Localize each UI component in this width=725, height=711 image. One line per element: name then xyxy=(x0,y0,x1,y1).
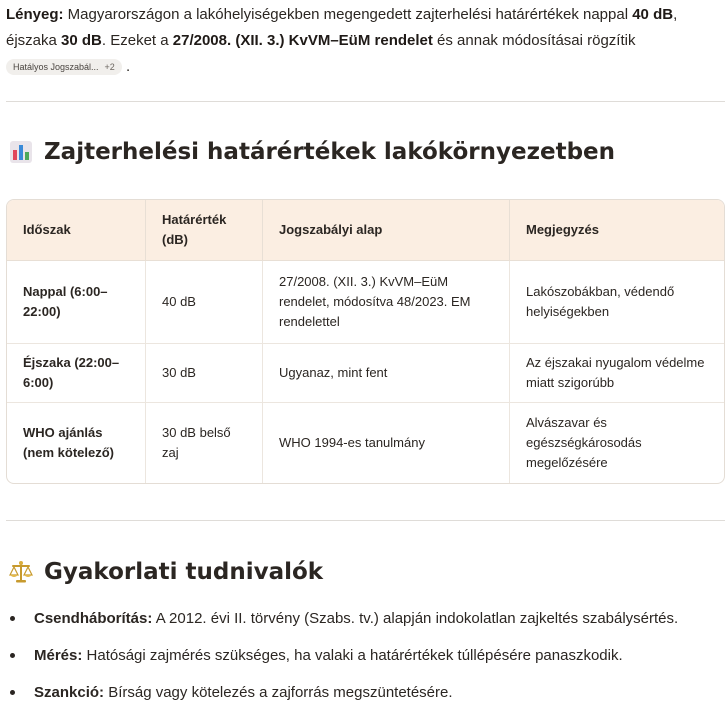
regulation-name: 27/2008. (XII. 3.) KvVM–EüM rendelet xyxy=(172,32,433,49)
tip-label: Mérés: xyxy=(34,647,83,664)
column-header: Jogszabályi alap xyxy=(263,200,510,261)
summary-end: . xyxy=(125,58,131,75)
table-cell: 30 dB xyxy=(146,344,263,403)
night-limit-value: 30 dB xyxy=(61,32,102,49)
section-title: Gyakorlati tudnivalók xyxy=(44,559,324,585)
table-cell: 27/2008. (XII. 3.) KvVM–EüM rendelet, módosítva 48/2023. EM rendelettel xyxy=(263,261,510,344)
source-badge-count: +2 xyxy=(104,62,115,73)
list-item xyxy=(6,674,725,711)
summary-paragraph xyxy=(6,2,722,80)
summary-text: Magyarországon a lakóhelyiségekben megengedett zajterhelési határértékek nappal xyxy=(63,6,633,23)
table-cell: Alvászavar és egészségkárosodás megelőzésére xyxy=(526,415,642,470)
summary-text: . Ezeket a xyxy=(101,32,173,49)
table-header-row xyxy=(7,200,724,261)
source-badge-label: Hatályos Jogszabál... xyxy=(13,62,99,73)
summary-lead: Lényeg: xyxy=(6,6,64,23)
table-cell: 40 dB xyxy=(146,261,263,344)
column-header: Időszak xyxy=(7,200,146,261)
section-heading-tips xyxy=(8,559,323,585)
tip-text: A 2012. évi II. törvény (Szabs. tv.) alapján indokolatlan zajkeltés szabálysértés. xyxy=(152,610,679,627)
divider xyxy=(6,101,725,102)
list-item xyxy=(6,600,725,637)
table-cell: WHO 1994-es tanulmány xyxy=(263,403,510,483)
divider xyxy=(6,520,725,521)
tip-text: Bírság vagy kötelezés a zajforrás megszüntetésére. xyxy=(104,684,453,701)
day-limit-value: 40 dB xyxy=(632,6,674,23)
list-item xyxy=(6,637,725,674)
table-cell: Az éjszakai nyugalom védelme miatt szigorúbb xyxy=(510,344,724,403)
table-cell: Nappal (6:00–22:00) xyxy=(7,261,146,344)
tips-list xyxy=(6,600,725,711)
table-row xyxy=(7,403,724,483)
summary-text: és annak módosításai rögzítik xyxy=(432,32,636,49)
section-title: Zajterhelési határértékek lakókörnyezetben xyxy=(44,139,616,165)
section-heading-limits xyxy=(8,139,615,165)
scales-icon xyxy=(8,560,34,584)
table-cell: Ugyanaz, mint fent xyxy=(263,344,510,403)
limits-table xyxy=(6,199,725,484)
tip-label: Csendháborítás: xyxy=(34,610,153,627)
table-row xyxy=(7,344,724,403)
table-cell: Lakószobákban, védendő helyiségekben xyxy=(510,261,724,344)
bar-chart-icon xyxy=(8,140,34,164)
table-cell: Éjszaka (22:00–6:00) xyxy=(7,344,146,403)
tip-text: Hatósági zajmérés szükséges, ha valaki a határértékek túllépésére panaszkodik. xyxy=(82,647,623,664)
summary-text: , éjszaka xyxy=(6,6,678,49)
table-cell: 30 dB belső zaj xyxy=(146,403,263,483)
table-row xyxy=(7,261,724,344)
table-cell: WHO ajánlás (nem kötelező) xyxy=(7,403,146,483)
tip-label: Szankció: xyxy=(34,684,105,701)
column-header: Határérték (dB) xyxy=(146,200,263,261)
source-citation-badge[interactable] xyxy=(6,59,122,75)
column-header: Megjegyzés xyxy=(510,200,724,261)
